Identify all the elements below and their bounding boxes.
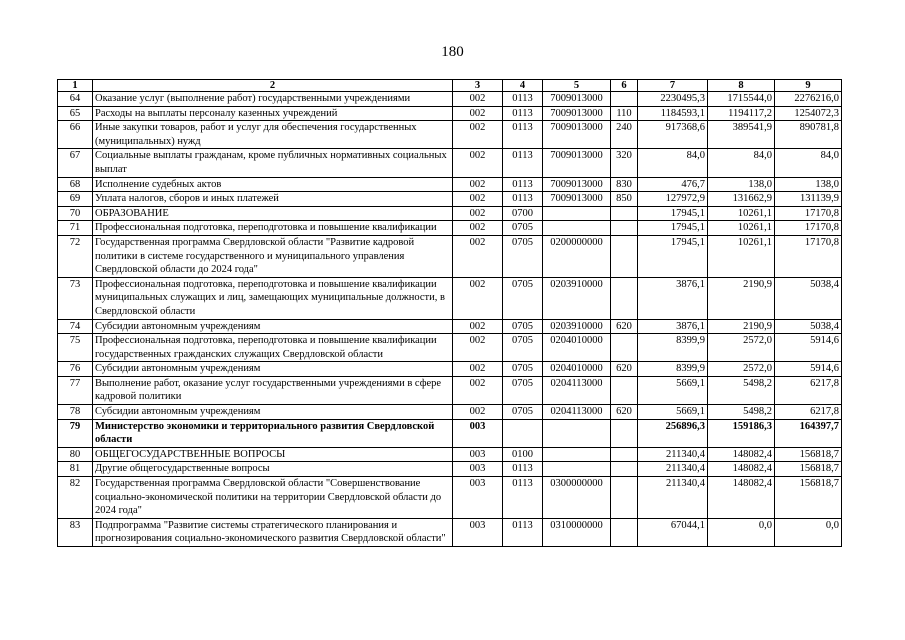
section-code: 0113 <box>503 121 543 149</box>
section-code: 0700 <box>503 206 543 221</box>
ministry-code: 002 <box>453 221 503 236</box>
item-name: Профессиональная подготовка, переподготовка и повышение квалификации <box>93 221 453 236</box>
ministry-code: 002 <box>453 376 503 404</box>
target-article <box>543 462 611 477</box>
amount-2020: 8399,9 <box>638 362 708 377</box>
amount-2022: 17170,8 <box>775 235 842 277</box>
amount-2022: 138,0 <box>775 177 842 192</box>
ministry-code: 002 <box>453 405 503 420</box>
item-name: Расходы на выплаты персоналу казенных учреждений <box>93 106 453 121</box>
amount-2022: 1254072,3 <box>775 106 842 121</box>
target-article <box>543 206 611 221</box>
amount-2021: 148082,4 <box>708 462 775 477</box>
header-col-5: 5 <box>543 80 611 92</box>
item-name: Выполнение работ, оказание услуг государственными учреждениями в сфере кадровой политики <box>93 376 453 404</box>
expense-type <box>611 206 638 221</box>
amount-2021: 2572,0 <box>708 334 775 362</box>
amount-2020: 917368,6 <box>638 121 708 149</box>
item-name: Государственная программа Свердловской области "Развитие кадровой политики в системе государственного и муниципального управления Свердловской области до 2024 года" <box>93 235 453 277</box>
target-article <box>543 419 611 447</box>
ministry-code: 002 <box>453 92 503 107</box>
header-col-4: 4 <box>503 80 543 92</box>
ministry-code: 002 <box>453 277 503 319</box>
target-article: 0200000000 <box>543 235 611 277</box>
target-article: 0203910000 <box>543 319 611 334</box>
target-article: 0310000000 <box>543 518 611 546</box>
amount-2020: 256896,3 <box>638 419 708 447</box>
row-number: 64 <box>58 92 93 107</box>
target-article: 7009013000 <box>543 106 611 121</box>
amount-2022: 156818,7 <box>775 477 842 519</box>
expense-type <box>611 92 638 107</box>
table-row <box>58 121 842 149</box>
table-header-row <box>58 80 842 92</box>
row-number: 77 <box>58 376 93 404</box>
item-name: Подпрограмма "Развитие системы стратегического планирования и прогнозирования социально-экономического развития Свердловской области" <box>93 518 453 546</box>
ministry-code: 002 <box>453 334 503 362</box>
section-code: 0705 <box>503 362 543 377</box>
item-name: Субсидии автономным учреждениям <box>93 319 453 334</box>
amount-2021: 148082,4 <box>708 447 775 462</box>
row-number: 83 <box>58 518 93 546</box>
section-code: 0113 <box>503 518 543 546</box>
expense-type <box>611 518 638 546</box>
expense-type <box>611 447 638 462</box>
amount-2020: 17945,1 <box>638 206 708 221</box>
section-code: 0100 <box>503 447 543 462</box>
section-code: 0705 <box>503 221 543 236</box>
amount-2022: 131139,9 <box>775 192 842 207</box>
amount-2022: 5038,4 <box>775 319 842 334</box>
row-number: 73 <box>58 277 93 319</box>
header-col-2: 2 <box>93 80 453 92</box>
amount-2020: 211340,4 <box>638 462 708 477</box>
ministry-code: 003 <box>453 447 503 462</box>
amount-2021: 2572,0 <box>708 362 775 377</box>
expense-type <box>611 334 638 362</box>
amount-2020: 17945,1 <box>638 221 708 236</box>
row-number: 76 <box>58 362 93 377</box>
target-article: 0204010000 <box>543 334 611 362</box>
amount-2022: 6217,8 <box>775 405 842 420</box>
amount-2021: 159186,3 <box>708 419 775 447</box>
amount-2021: 138,0 <box>708 177 775 192</box>
ministry-code: 003 <box>453 518 503 546</box>
target-article <box>543 447 611 462</box>
header-col-1: 1 <box>58 80 93 92</box>
item-name: Субсидии автономным учреждениям <box>93 405 453 420</box>
amount-2021: 84,0 <box>708 149 775 177</box>
expense-type <box>611 376 638 404</box>
section-code: 0113 <box>503 149 543 177</box>
amount-2021: 2190,9 <box>708 277 775 319</box>
amount-2021: 148082,4 <box>708 477 775 519</box>
item-name: Уплата налогов, сборов и иных платежей <box>93 192 453 207</box>
row-number: 80 <box>58 447 93 462</box>
table-row <box>58 334 842 362</box>
row-number: 66 <box>58 121 93 149</box>
amount-2021: 131662,9 <box>708 192 775 207</box>
amount-2021: 2190,9 <box>708 319 775 334</box>
row-number: 79 <box>58 419 93 447</box>
amount-2022: 890781,8 <box>775 121 842 149</box>
amount-2021: 389541,9 <box>708 121 775 149</box>
expense-type: 850 <box>611 192 638 207</box>
expense-type <box>611 221 638 236</box>
item-name: Министерство экономики и территориального развития Свердловской области <box>93 419 453 447</box>
ministry-code: 002 <box>453 177 503 192</box>
section-code: 0113 <box>503 177 543 192</box>
expense-type: 110 <box>611 106 638 121</box>
ministry-code: 002 <box>453 319 503 334</box>
page-number: 180 <box>441 44 464 60</box>
row-number: 72 <box>58 235 93 277</box>
section-code: 0113 <box>503 477 543 519</box>
row-number: 68 <box>58 177 93 192</box>
budget-table <box>57 79 842 547</box>
table-row <box>58 477 842 519</box>
expense-type <box>611 419 638 447</box>
amount-2021: 10261,1 <box>708 206 775 221</box>
amount-2020: 211340,4 <box>638 447 708 462</box>
amount-2021: 5498,2 <box>708 376 775 404</box>
target-article: 7009013000 <box>543 192 611 207</box>
section-code: 0705 <box>503 235 543 277</box>
amount-2022: 84,0 <box>775 149 842 177</box>
item-name: Социальные выплаты гражданам, кроме публичных нормативных социальных выплат <box>93 149 453 177</box>
target-article: 0204010000 <box>543 362 611 377</box>
target-article: 7009013000 <box>543 177 611 192</box>
amount-2021: 5498,2 <box>708 405 775 420</box>
row-number: 75 <box>58 334 93 362</box>
amount-2021: 10261,1 <box>708 235 775 277</box>
table-row <box>58 235 842 277</box>
target-article: 0203910000 <box>543 277 611 319</box>
target-article: 0204113000 <box>543 376 611 404</box>
row-number: 69 <box>58 192 93 207</box>
section-code: 0705 <box>503 334 543 362</box>
ministry-code: 002 <box>453 235 503 277</box>
ministry-code: 002 <box>453 192 503 207</box>
amount-2022: 156818,7 <box>775 462 842 477</box>
amount-2021: 0,0 <box>708 518 775 546</box>
item-name: Профессиональная подготовка, переподготовка и повышение квалификации муниципальных служащих и лиц, замещающих муниципальные должности, в Свердловской области <box>93 277 453 319</box>
item-name: Государственная программа Свердловской области "Совершенствование социально-экономической политики на территории Свердловской области до 2024 года" <box>93 477 453 519</box>
item-name: Другие общегосударственные вопросы <box>93 462 453 477</box>
section-code: 0113 <box>503 106 543 121</box>
table-row <box>58 92 842 107</box>
row-number: 71 <box>58 221 93 236</box>
header-col-8: 8 <box>708 80 775 92</box>
item-name: Профессиональная подготовка, переподготовка и повышение квалификации государственных гражданских служащих Свердловской области <box>93 334 453 362</box>
amount-2020: 127972,9 <box>638 192 708 207</box>
ministry-code: 002 <box>453 206 503 221</box>
table-row <box>58 419 842 447</box>
table-row <box>58 362 842 377</box>
table-row <box>58 319 842 334</box>
header-col-6: 6 <box>611 80 638 92</box>
amount-2020: 17945,1 <box>638 235 708 277</box>
expense-type: 240 <box>611 121 638 149</box>
expense-type: 620 <box>611 362 638 377</box>
amount-2021: 1715544,0 <box>708 92 775 107</box>
section-code: 0705 <box>503 319 543 334</box>
target-article: 7009013000 <box>543 149 611 177</box>
row-number: 70 <box>58 206 93 221</box>
item-name: ОБЩЕГОСУДАРСТВЕННЫЕ ВОПРОСЫ <box>93 447 453 462</box>
expense-type <box>611 235 638 277</box>
expense-type: 620 <box>611 405 638 420</box>
amount-2020: 5669,1 <box>638 376 708 404</box>
amount-2022: 5914,6 <box>775 334 842 362</box>
amount-2020: 67044,1 <box>638 518 708 546</box>
ministry-code: 002 <box>453 362 503 377</box>
section-code: 0705 <box>503 376 543 404</box>
row-number: 82 <box>58 477 93 519</box>
item-name: Оказание услуг (выполнение работ) государственными учреждениями <box>93 92 453 107</box>
row-number: 67 <box>58 149 93 177</box>
table-row <box>58 277 842 319</box>
item-name: Исполнение судебных актов <box>93 177 453 192</box>
amount-2020: 476,7 <box>638 177 708 192</box>
item-name: ОБРАЗОВАНИЕ <box>93 206 453 221</box>
target-article <box>543 221 611 236</box>
amount-2021: 1194117,2 <box>708 106 775 121</box>
amount-2022: 0,0 <box>775 518 842 546</box>
item-name: Иные закупки товаров, работ и услуг для обеспечения государственных (муниципальных) нужд <box>93 121 453 149</box>
table-row <box>58 518 842 546</box>
target-article: 7009013000 <box>543 121 611 149</box>
header-col-9: 9 <box>775 80 842 92</box>
amount-2022: 5038,4 <box>775 277 842 319</box>
section-code <box>503 419 543 447</box>
amount-2020: 1184593,1 <box>638 106 708 121</box>
target-article: 0204113000 <box>543 405 611 420</box>
amount-2020: 84,0 <box>638 149 708 177</box>
table-row <box>58 447 842 462</box>
amount-2020: 5669,1 <box>638 405 708 420</box>
target-article: 0300000000 <box>543 477 611 519</box>
amount-2020: 211340,4 <box>638 477 708 519</box>
amount-2022: 17170,8 <box>775 221 842 236</box>
amount-2020: 8399,9 <box>638 334 708 362</box>
section-code: 0705 <box>503 405 543 420</box>
row-number: 65 <box>58 106 93 121</box>
row-number: 74 <box>58 319 93 334</box>
section-code: 0113 <box>503 192 543 207</box>
table-row <box>58 177 842 192</box>
expense-type <box>611 477 638 519</box>
amount-2020: 3876,1 <box>638 319 708 334</box>
table-row <box>58 106 842 121</box>
row-number: 81 <box>58 462 93 477</box>
amount-2022: 6217,8 <box>775 376 842 404</box>
expense-type <box>611 277 638 319</box>
table-body <box>58 92 842 547</box>
table-row <box>58 405 842 420</box>
table-row <box>58 206 842 221</box>
header-col-7: 7 <box>638 80 708 92</box>
expense-type <box>611 462 638 477</box>
header-col-3: 3 <box>453 80 503 92</box>
table-row <box>58 192 842 207</box>
section-code: 0113 <box>503 92 543 107</box>
ministry-code: 003 <box>453 419 503 447</box>
amount-2022: 5914,6 <box>775 362 842 377</box>
ministry-code: 002 <box>453 106 503 121</box>
amount-2022: 17170,8 <box>775 206 842 221</box>
section-code: 0705 <box>503 277 543 319</box>
amount-2022: 2276216,0 <box>775 92 842 107</box>
expense-type: 830 <box>611 177 638 192</box>
table-row <box>58 462 842 477</box>
ministry-code: 002 <box>453 149 503 177</box>
ministry-code: 002 <box>453 121 503 149</box>
ministry-code: 003 <box>453 477 503 519</box>
amount-2020: 3876,1 <box>638 277 708 319</box>
expense-type: 320 <box>611 149 638 177</box>
amount-2022: 156818,7 <box>775 447 842 462</box>
table-row <box>58 221 842 236</box>
target-article: 7009013000 <box>543 92 611 107</box>
row-number: 78 <box>58 405 93 420</box>
item-name: Субсидии автономным учреждениям <box>93 362 453 377</box>
table-row <box>58 149 842 177</box>
section-code: 0113 <box>503 462 543 477</box>
amount-2020: 2230495,3 <box>638 92 708 107</box>
amount-2022: 164397,7 <box>775 419 842 447</box>
ministry-code: 003 <box>453 462 503 477</box>
table-row <box>58 376 842 404</box>
expense-type: 620 <box>611 319 638 334</box>
amount-2021: 10261,1 <box>708 221 775 236</box>
